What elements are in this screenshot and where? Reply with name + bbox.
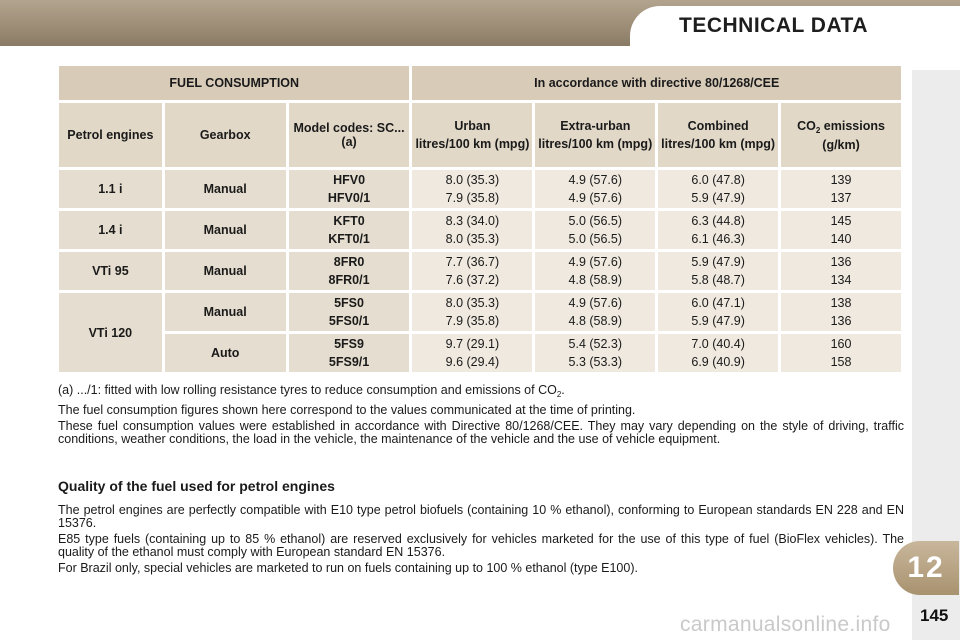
- quality-text: [58, 504, 904, 578]
- quality-heading: Quality of the fuel used for petrol engines: [58, 478, 335, 494]
- table-row: 1.1 i Manual HFV0 HFV0/1 8.0 (35.3) 7.9 (35.8) 4.9 (57.6) 4.9 (57.6) 6.0 (47.8) 5.9 (47.9) 139 137: [59, 170, 901, 208]
- page-title: TECHNICAL DATA: [679, 14, 868, 37]
- quality-paragraph: E85 type fuels (containing up to 85 % ethanol) are reserved exclusively for vehicles marketed for the use of this type of fuel (BioFlex vehicles). The quality of the ethanol must comply with European standard EN 15376.: [58, 532, 904, 559]
- col-combined-header: Combined litres/100 km (mpg): [658, 103, 778, 167]
- col-urban-header: Urban litres/100 km (mpg): [412, 103, 532, 167]
- table-title-left: FUEL CONSUMPTION: [59, 66, 409, 100]
- col-extra-header: Extra-urban litres/100 km (mpg): [535, 103, 655, 167]
- note-directive: These fuel consumption values were established in accordance with Directive 80/1268/CEE. They may vary depending on the style of driving, traffic conditions, weather conditions, the load in the vehicle, the maintenance of the vehicle and the use of vehicle equipment.: [58, 419, 904, 446]
- quality-paragraph: The petrol engines are perfectly compatible with E10 type petrol biofuels (containing 10 % ethanol), conforming to European standards EN 228 and EN 15376.: [58, 503, 904, 530]
- note-printing: The fuel consumption figures shown here correspond to the values communicated at the time of printing.: [58, 403, 636, 417]
- table-title-right: In accordance with directive 80/1268/CEE: [412, 66, 901, 100]
- watermark: carmanualsonline.info: [680, 613, 891, 636]
- quality-paragraph: For Brazil only, special vehicles are marketed to run on fuels containing up to 100 % ethanol (type E100).: [58, 561, 638, 575]
- fuel-consumption-table: [56, 63, 904, 375]
- notes: [58, 384, 904, 449]
- table-row: 1.4 i Manual KFT0 KFT0/1 8.3 (34.0) 8.0 (35.3) 5.0 (56.5) 5.0 (56.5) 6.3 (44.8) 6.1 (46.3) 145 140: [59, 211, 901, 249]
- footnote: (a) .../1: fitted with low rolling resistance tyres to reduce consumption and emissions of $CO_2$.: [58, 383, 565, 399]
- page-number: 145: [920, 606, 949, 625]
- col-model-header: Model codes: SC... (a): [289, 103, 410, 167]
- col-engine-header: Petrol engines: [59, 103, 162, 167]
- col-gearbox-header: Gearbox: [165, 103, 286, 167]
- table-row: VTi 120 Manual 5FS0 5FS0/1 8.0 (35.3) 7.9 (35.8) 4.9 (57.6) 4.8 (58.9) 6.0 (47.1) 5.9 (47.9) 138 136: [59, 293, 901, 331]
- table-row: Auto 5FS9 5FS9/1 9.7 (29.1) 9.6 (29.4) 5.4 (52.3) 5.3 (53.3) 7.0 (40.4) 6.9 (40.9) 160 158: [59, 334, 901, 372]
- col-co2-header: $CO_2$ emissions (g/km): [781, 103, 901, 167]
- chapter-badge: 12: [893, 541, 959, 595]
- table-row: VTi 95 Manual 8FR0 8FR0/1 7.7 (36.7) 7.6 (37.2) 4.9 (57.6) 4.8 (58.9) 5.9 (47.9) 5.8 (48.7) 136 134: [59, 252, 901, 290]
